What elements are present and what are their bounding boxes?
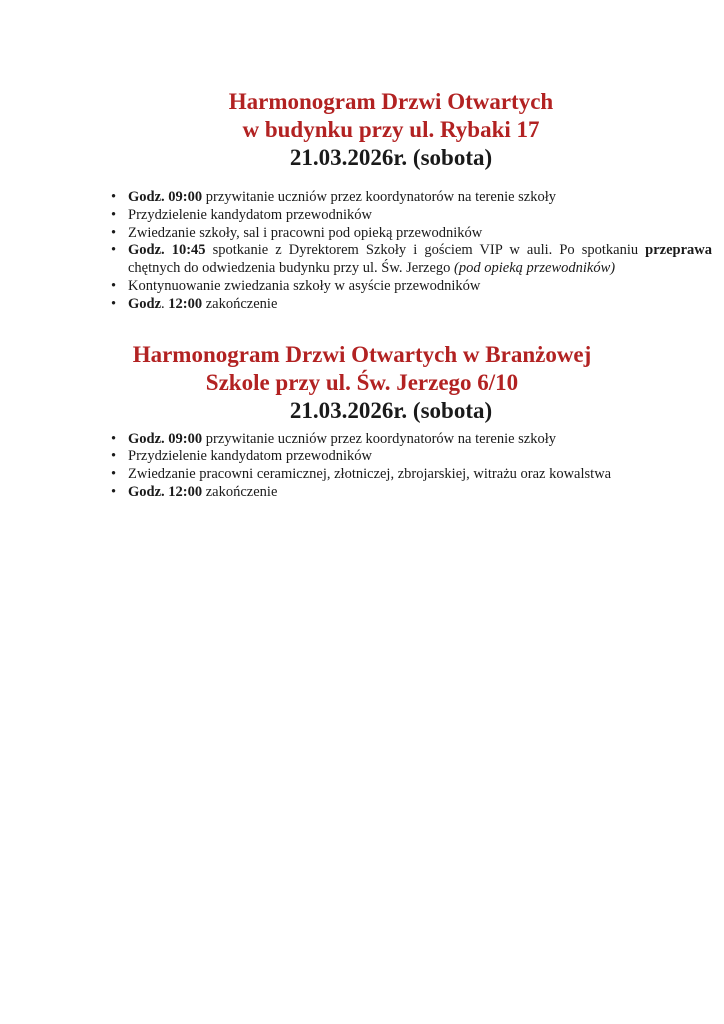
list-item xyxy=(128,431,712,449)
list-item-line xyxy=(128,296,712,314)
text-run: Godz. 10:45 xyxy=(128,242,206,259)
text-run: przywitanie uczniów przez koordynatorów na terenie szkoły xyxy=(202,189,557,205)
list-item-line xyxy=(128,431,712,449)
list-item xyxy=(128,242,712,278)
text-run: zakończenie xyxy=(202,295,278,312)
text-run: spotkanie z Dyrektorem Szkoły i gościem VIP w auli. Po spotkaniu xyxy=(205,242,646,259)
list-item xyxy=(128,466,712,484)
text-run: Zwiedzanie pracowni ceramicznej, złotniczej, zbrojarskiej, witrażu oraz kowalstwa xyxy=(128,466,612,483)
heading-line: 21.03.2026r. (sobota) xyxy=(289,397,493,423)
list-item-line xyxy=(128,242,712,260)
text-run: . xyxy=(161,295,169,312)
text-run: przeprawa xyxy=(645,242,712,259)
document-body xyxy=(0,0,724,502)
list-item-line xyxy=(128,207,712,225)
heading-line: w budynku przy ul. Rybaki 17 xyxy=(242,117,540,142)
text-run: Przydzielenie kandydatom przewodników xyxy=(128,206,373,223)
text-run: Kontynuowanie zwiedzania szkoły w asyście przewodników xyxy=(128,277,481,294)
text-run: Przydzielenie kandydatom przewodników xyxy=(128,448,373,465)
text-run: zakończenie xyxy=(202,483,278,500)
list-item-line xyxy=(128,466,712,484)
list-item xyxy=(128,278,712,296)
schedule-section xyxy=(0,341,724,502)
section-heading xyxy=(0,88,724,172)
text-run: Godz. 09:00 xyxy=(128,430,203,447)
schedule-list xyxy=(128,431,712,502)
text-run: 12:00 xyxy=(168,295,203,312)
list-item-line xyxy=(128,260,712,278)
list-item-line xyxy=(128,278,712,296)
list-item xyxy=(128,296,712,314)
text-run: przywitanie uczniów przez koordynatorów na terenie szkoły xyxy=(202,430,557,447)
heading-line: 21.03.2026r. (sobota) xyxy=(289,145,493,170)
schedule-section xyxy=(0,88,724,314)
text-run: Zwiedzanie szkoły, sal i pracowni pod opieką przewodników xyxy=(128,224,483,241)
text-run: Godz xyxy=(128,295,162,312)
text-run: Godz. 09:00 xyxy=(128,189,203,205)
text-run: chętnych do odwiedzenia budynku przy ul. Św. Jerzego xyxy=(128,260,455,277)
text-run: Godz. 12:00 xyxy=(128,483,203,500)
list-item-line xyxy=(128,189,712,207)
heading-line: Harmonogram Drzwi Otwartych xyxy=(228,89,554,114)
section-heading xyxy=(0,341,724,425)
list-item xyxy=(128,484,712,502)
list-item xyxy=(128,189,712,207)
list-item xyxy=(128,207,712,225)
list-item-line xyxy=(128,225,712,243)
text-run: (pod opieką przewodników) xyxy=(454,260,616,277)
list-item xyxy=(128,448,712,466)
list-item xyxy=(128,225,712,243)
schedule-list xyxy=(128,189,712,314)
heading-line: Szkole przy ul. Św. Jerzego 6/10 xyxy=(205,369,519,395)
list-item-line xyxy=(128,484,712,502)
list-item-line xyxy=(128,448,712,466)
heading-line: Harmonogram Drzwi Otwartych w Branżowej xyxy=(132,341,592,367)
